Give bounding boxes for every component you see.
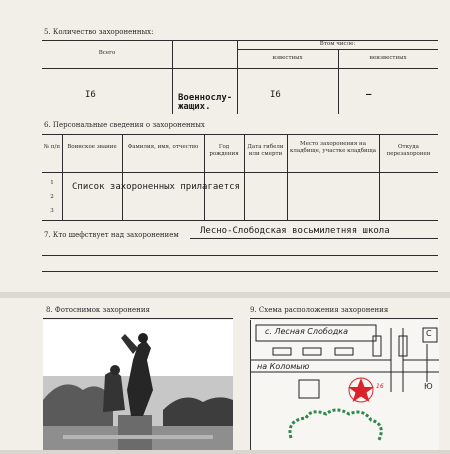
unknown-value: —: [366, 90, 372, 100]
scheme-road-label: на Коломыю: [257, 362, 310, 371]
col-known-header: известных: [272, 55, 303, 61]
monument-photo-image: [43, 320, 233, 450]
rule: [190, 238, 438, 239]
section8-title: 8. Фотоснимок захоронения: [46, 306, 150, 314]
section6-title: 6. Персональные сведения о захороненных: [44, 121, 205, 129]
rule: [250, 318, 438, 319]
row-number: 3: [50, 208, 54, 214]
scheme-south-label: Ю: [424, 382, 433, 391]
burial-photo: [43, 320, 233, 450]
rule: [237, 40, 238, 114]
header-place: Место захоронения на кладбище, участке кладбища: [289, 141, 377, 154]
col-including-header: Втом числе:: [319, 41, 356, 47]
list-attached-text: Список захороненных прилагается: [72, 182, 240, 192]
section7-title: 7. Кто шефствует над захоронением: [44, 231, 179, 239]
known-value: I6: [270, 90, 281, 100]
row-number: 1: [50, 180, 54, 186]
header-num: № п/п: [43, 144, 61, 150]
header-rank: Воинское звание: [67, 144, 117, 150]
rule: [42, 255, 438, 256]
header-birth: Год рождения: [209, 144, 239, 157]
col-unknown-header: неизвестных: [369, 55, 407, 61]
military-value: Военнослу- жащих.: [178, 93, 233, 112]
patron-value: Лесно-Слободская восьмилетняя школа: [200, 226, 390, 236]
rule: [42, 68, 438, 69]
sheet-divider: [0, 292, 450, 298]
scheme-drawing: [251, 320, 439, 450]
header-death: Дата гибели или смерти: [247, 144, 284, 157]
burial-scheme: [250, 320, 439, 450]
row-number: 2: [50, 194, 54, 200]
rule: [43, 318, 233, 319]
header-name: Фамилия, имя, отчество: [127, 144, 199, 150]
header-reburied: Откуда перезахоронен: [386, 144, 431, 157]
col-total-header: Всего: [98, 50, 116, 56]
rule: [42, 271, 438, 272]
scheme-village-label: с. Лесная Слободка: [265, 327, 348, 336]
total-value: I6: [85, 90, 96, 100]
section9-title: 9. Схема расположения захоронения: [250, 306, 389, 314]
scheme-north-label: С: [426, 329, 432, 338]
rule: [42, 220, 438, 221]
section5-title: 5. Количество захороненных:: [44, 28, 154, 36]
scheme-star-label: 16: [376, 383, 384, 390]
rule: [172, 40, 173, 114]
